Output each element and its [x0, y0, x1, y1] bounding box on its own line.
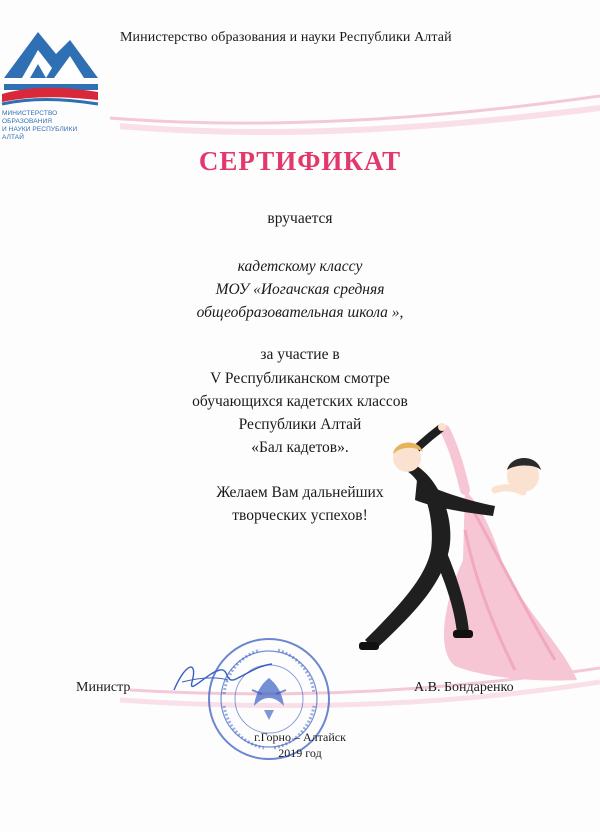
awarded-text: вручается: [267, 210, 333, 227]
certificate-title: СЕРТИФИКАТ: [198, 146, 402, 176]
recipient-line: общеобразовательная школа »,: [196, 304, 404, 321]
city: г.Горно – Алтайск: [254, 730, 346, 744]
reason-line: обучающихся кадетских классов: [192, 393, 408, 410]
logo-caption-line: МИНИСТЕРСТВО ОБРАЗОВАНИЯ: [2, 110, 58, 125]
logo-caption: [2, 110, 98, 142]
reason-line: за участие в: [260, 346, 340, 363]
recipient-line: МОУ «Иогачская средняя: [215, 281, 385, 298]
signatory-position: Министр: [76, 680, 131, 695]
reason-line: «Бал кадетов».: [251, 439, 349, 456]
dancing-couple-illustration: [345, 420, 585, 690]
wishes-line: творческих успехов!: [232, 507, 368, 524]
wishes-line: Желаем Вам дальнейших: [216, 484, 384, 501]
ministry-name: Министерство образования и науки Республики Алтай: [120, 30, 452, 45]
year: 2019 год: [278, 746, 322, 760]
recipient-line: кадетскому классу: [237, 258, 363, 275]
logo-caption-line: И НАУКИ РЕСПУБЛИКИ АЛТАЙ: [2, 126, 78, 141]
reason-line: Республики Алтай: [238, 416, 362, 433]
reason-line: V Республиканском смотре: [210, 370, 390, 387]
signatory-name: А.В. Бондаренко: [414, 680, 514, 695]
